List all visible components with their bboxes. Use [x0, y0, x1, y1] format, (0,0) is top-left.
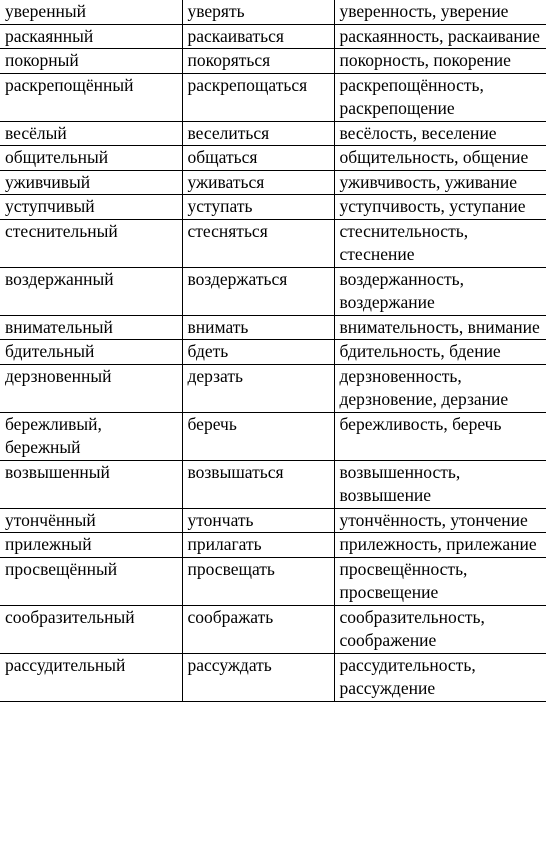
noun-cell: рассудительность, рассуждение — [334, 653, 546, 701]
noun-cell: раскрепощённость, раскрепощение — [334, 73, 546, 121]
noun-cell: весёлость, веселение — [334, 121, 546, 146]
table-row — [0, 653, 546, 701]
noun-cell: стеснительность, стеснение — [334, 219, 546, 267]
adjective-cell: возвышенный — [0, 460, 182, 508]
verb-cell: уступать — [182, 195, 334, 220]
adjective-cell: стеснительный — [0, 219, 182, 267]
verb-cell: возвышаться — [182, 460, 334, 508]
table-row — [0, 533, 546, 558]
adjective-cell: общительный — [0, 146, 182, 171]
verb-cell: дерзать — [182, 364, 334, 412]
noun-cell: прилежность, прилежание — [334, 533, 546, 558]
table-row — [0, 219, 546, 267]
table-row — [0, 146, 546, 171]
adjective-cell: раскрепощённый — [0, 73, 182, 121]
table-row — [0, 267, 546, 315]
adjective-cell: уживчивый — [0, 170, 182, 195]
verb-cell: уживаться — [182, 170, 334, 195]
table-row — [0, 364, 546, 412]
adjective-cell: воздержанный — [0, 267, 182, 315]
adjective-cell: внимательный — [0, 315, 182, 340]
table-row — [0, 73, 546, 121]
adjective-cell: прилежный — [0, 533, 182, 558]
noun-cell: покорность, покорение — [334, 49, 546, 74]
noun-cell: бережливость, беречь — [334, 412, 546, 460]
adjective-cell: рассудительный — [0, 653, 182, 701]
verb-cell: утончать — [182, 508, 334, 533]
noun-cell: возвышенность, возвышение — [334, 460, 546, 508]
table-row — [0, 0, 546, 24]
table-row — [0, 508, 546, 533]
verb-cell: покоряться — [182, 49, 334, 74]
verb-cell: бдеть — [182, 340, 334, 365]
noun-cell: утончённость, утончение — [334, 508, 546, 533]
table-row — [0, 412, 546, 460]
verb-cell: внимать — [182, 315, 334, 340]
table-row — [0, 49, 546, 74]
table-row — [0, 195, 546, 220]
noun-cell: бдительность, бдение — [334, 340, 546, 365]
noun-cell: сообразительность, соображение — [334, 605, 546, 653]
table-row — [0, 315, 546, 340]
table-row — [0, 121, 546, 146]
adjective-cell: бдительный — [0, 340, 182, 365]
noun-cell: дерзновенность, дерзновение, дерзание — [334, 364, 546, 412]
verb-cell: просвещать — [182, 557, 334, 605]
noun-cell: раскаянность, раскаивание — [334, 24, 546, 49]
adjective-cell: уступчивый — [0, 195, 182, 220]
verb-cell: общаться — [182, 146, 334, 171]
verb-cell: уверять — [182, 0, 334, 24]
verb-cell: прилагать — [182, 533, 334, 558]
adjective-cell: просвещённый — [0, 557, 182, 605]
verb-cell: раскаиваться — [182, 24, 334, 49]
verb-cell: веселиться — [182, 121, 334, 146]
adjective-cell: весёлый — [0, 121, 182, 146]
verb-cell: соображать — [182, 605, 334, 653]
noun-cell: внимательность, внимание — [334, 315, 546, 340]
verb-cell: беречь — [182, 412, 334, 460]
adjective-cell: уверенный — [0, 0, 182, 24]
noun-cell: просвещённость, просвещение — [334, 557, 546, 605]
adjective-cell: дерзновенный — [0, 364, 182, 412]
verb-cell: раскрепощаться — [182, 73, 334, 121]
adjective-cell: утончённый — [0, 508, 182, 533]
noun-cell: уверенность, уверение — [334, 0, 546, 24]
noun-cell: уживчивость, уживание — [334, 170, 546, 195]
table-row — [0, 24, 546, 49]
table-row — [0, 340, 546, 365]
verb-cell: рассуждать — [182, 653, 334, 701]
adjective-cell: покорный — [0, 49, 182, 74]
adjective-cell: бережливый, бережный — [0, 412, 182, 460]
table-row — [0, 170, 546, 195]
verb-cell: стесняться — [182, 219, 334, 267]
adjective-cell: раскаянный — [0, 24, 182, 49]
table-row — [0, 605, 546, 653]
table-row — [0, 557, 546, 605]
noun-cell: воздержанность, воздержание — [334, 267, 546, 315]
table-row — [0, 460, 546, 508]
noun-cell: уступчивость, уступание — [334, 195, 546, 220]
adjective-cell: сообразительный — [0, 605, 182, 653]
noun-cell: общительность, общение — [334, 146, 546, 171]
verb-cell: воздержаться — [182, 267, 334, 315]
